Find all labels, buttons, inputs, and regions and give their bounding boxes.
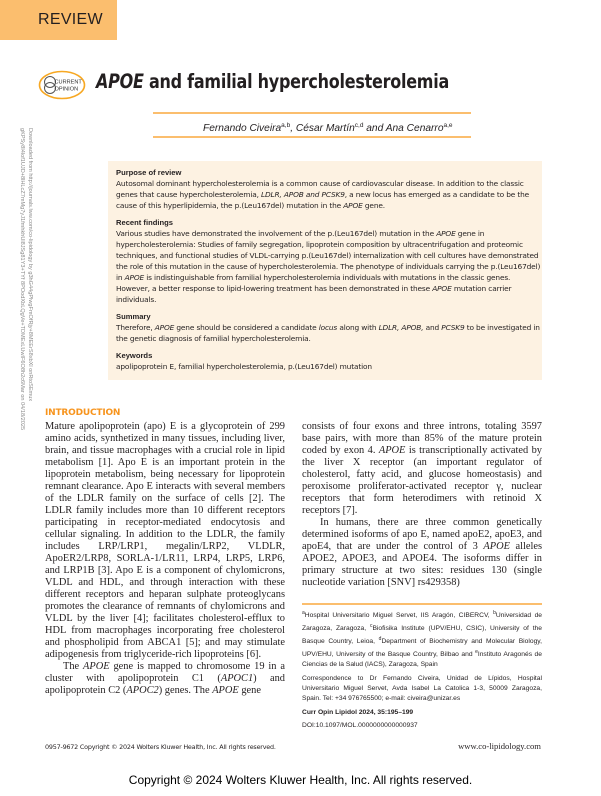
- page-copyright-notice: Copyright © 2024 Wolters Kluwer Health, Inc. All rights reserved.: [128, 773, 473, 787]
- abstract-text: Therefore, APOE gene should be considered a candidate locus along with LDLR, APOB, and PCSK9 to be investigated in the genetic diagnosis of familial hypercholesterolemia.: [116, 323, 540, 343]
- author-affil: a,b: [281, 122, 291, 129]
- body-paragraph: consists of four exons and three introns, totaling 3597 base pairs, with more than 85% of the mature protein coded by exon 4. APOE is transcriptionally activated by the liver X receptor (an important regulator of cholesterol, fatty acid, and glucose homeostasis) and peroxisome proliferator-activated receptor γ, nuclear receptors that form heterodimers with retinoid X receptors [7].: [302, 421, 542, 516]
- abstract-box: [108, 161, 542, 380]
- journal-url-link[interactable]: www.co-lipidology.com: [458, 741, 541, 751]
- author-list: [203, 122, 453, 134]
- section-heading-introduction: INTRODUCTION: [45, 408, 121, 418]
- footer-copyright: 0957-9672 Copyright © 2024 Wolters Kluwer Health, Inc. All rights reserved.: [45, 743, 276, 751]
- abstract-heading: Purpose of review: [116, 168, 182, 177]
- abstract-keywords: [116, 350, 542, 372]
- watermark-line-2: gKPSy8I4lof1UJD+8lHLcZ7mMg7yJ1fmhkhUl8JSg81Y3+TYf 8POodXbLQgVe+TDMExLUwIF6O8h2c6Mar on 04/18/2025: [19, 128, 25, 431]
- body-paragraph: In humans, there are three common genetically determined isoforms of apo E, named apoE2, apoE3, and apoE4, that are under the control of 3 APOE alleles APOE2, APOE3, and APOE4. The isoforms differ in primary structure at two sites: residues 130 (single nucleotide variation [SNV] rs429358): [302, 517, 543, 588]
- abstract-heading: Keywords: [116, 351, 153, 360]
- title-divider: [153, 112, 471, 114]
- author-divider: [153, 136, 471, 138]
- body-column-right: [302, 421, 542, 589]
- author-name: César Martín: [295, 123, 355, 134]
- body-paragraph: The APOE gene is mapped to chromosome 19 in a cluster with apolipoprotein C1 (APOC1) and apolipoprotein C2 (APOC2) genes. The APOE gene: [45, 661, 286, 696]
- citation: Curr Opin Lipidol 2024, 35:195–199: [302, 709, 414, 716]
- author-name: Ana Cenarro: [385, 123, 444, 134]
- affiliations: $^a$Hospital Universitario Miguel Servet, IIS Aragón, CIBERCV, $^b$Universidad de Zaragoza, Zaragoza, $^c$Biofisika Institute (UPV/EHU, CSIC), University of the Basque Country, Leioa, $^d$Department of Biochemistry and Molecular Biology, UPV/EHU, University of the Basque Country, Bilbao and $^e$Instituto Aragonés de Ciencias de la Salud (IACS), Zaragoza, Spain: [302, 610, 543, 668]
- abstract-text: Various studies have demonstrated the involvement of the p.(Leu167del) mutation in the APOE gene in hypercholesterolemia: Studies of family segregation, lipoprotein composition by ultracentrifugation and proteomic techniques, and functional studies of VLDL-carrying p.(Leu167del) internalization with cell cultures have demonstrated the role of this mutation in the cause of hypercholesterolemia. The phenotype of individuals carrying the p.(Leu167del) in APOE is indistinguishable from familial hypercholesterolemia individuals with mutations in the classic genes. However, a better response to lipid-lowering treatment has been demonstrated in these APOE mutation carrier individuals.: [116, 229, 541, 304]
- abstract-findings: [116, 217, 542, 305]
- watermark-line-1: Downloaded from http://journals.lww.com/co-lipidology by g3hG44gPlwgFmOfRjy+8MEErS8xbXl onRtoSEmux: [27, 128, 33, 402]
- body-paragraph: Mature apolipoprotein (apo) E is a glycoprotein of 299 amino acids, synthetized in many tissues, including liver, brain, and tissue macrophages with a crucial role in lipid metabolism [1]. Apo E is an important protein in the lipoprotein metabolism, being necessary for lipoprotein remnant clearance. Apo E interacts with several members of the LDLR family on the surface of cells [2]. The LDLR family includes more than 10 different receptors participating in receptor-mediated endocytosis and cellular signaling. In addition to the LDLR, the family includes LRP/LRP1, megalin/LRP2, VLDLR, ApoER2/LRP8, SORLA-1/LR11, LRP4, LRP5, LRP6, and LRP1B [3]. Apo E is a component of chylomicrons, VLDL and HDL, and through interaction with these different receptors and heparan sulphate proteoglycans promotes the clearance of remnants of chylomicrons and VLDL by the liver [4]; facilitates cholesterol-efflux to HDL from macrophages incorporating free cholesterol and phospholipid from ABCA1 [5]; and may stimulate adipogenesis from triglyceride-rich lipoproteins [6].: [45, 421, 285, 660]
- abstract-heading: Summary: [116, 312, 151, 321]
- download-watermark: [7, 128, 35, 528]
- abstract-heading: Recent findings: [116, 218, 173, 227]
- author-sep: ,: [290, 123, 296, 134]
- doi-link[interactable]: DOI:10.1097/MOL.0000000000000937: [302, 722, 418, 729]
- abstract-text: Autosomal dominant hypercholesterolemia is a common cause of cardiovascular disease. In addition to the classic genes that cause hypercholesterolemia, LDLR, APOB and PCSK9, a new locus has emerged as a candidate to be the cause of this hyperlipidemia, the p.(Leu167del) mutation in the APOE gene.: [116, 179, 530, 210]
- section-tab: [0, 0, 117, 40]
- section-label: REVIEW: [38, 11, 103, 28]
- abstract-purpose: [116, 167, 542, 211]
- abstract-summary: [116, 311, 542, 344]
- correspondence: Correspondence to Dr Fernando Civeira, Unidad de Lípidos, Hospital Universitario Miguel Servet, Avda Isabel La Catolica 1-3, 50009 Zaragoza, Spain. Tel: +34 976765500; e-mail: civeira@unizar.es: [302, 675, 542, 702]
- logo-word-opinion: OPINION: [54, 86, 79, 93]
- title-gene: APOE: [96, 70, 144, 93]
- keywords-text: apolipoprotein E, familial hypercholesterolemia, p.(Leu167del) mutation: [116, 362, 372, 371]
- author-name: Fernando Civeira: [203, 123, 282, 134]
- affiliations-divider: [302, 603, 542, 605]
- article-title: [96, 70, 449, 93]
- title-rest: and familial hypercholesterolemia: [143, 70, 450, 93]
- affiliations-block: [302, 608, 542, 731]
- current-opinion-logo: [38, 70, 86, 100]
- logo-word-current: CURRENT: [54, 79, 82, 86]
- author-sep: and: [363, 123, 386, 134]
- body-column-left: [45, 421, 285, 697]
- author-affil: c,d: [354, 122, 364, 129]
- author-affil: a,e: [443, 122, 453, 129]
